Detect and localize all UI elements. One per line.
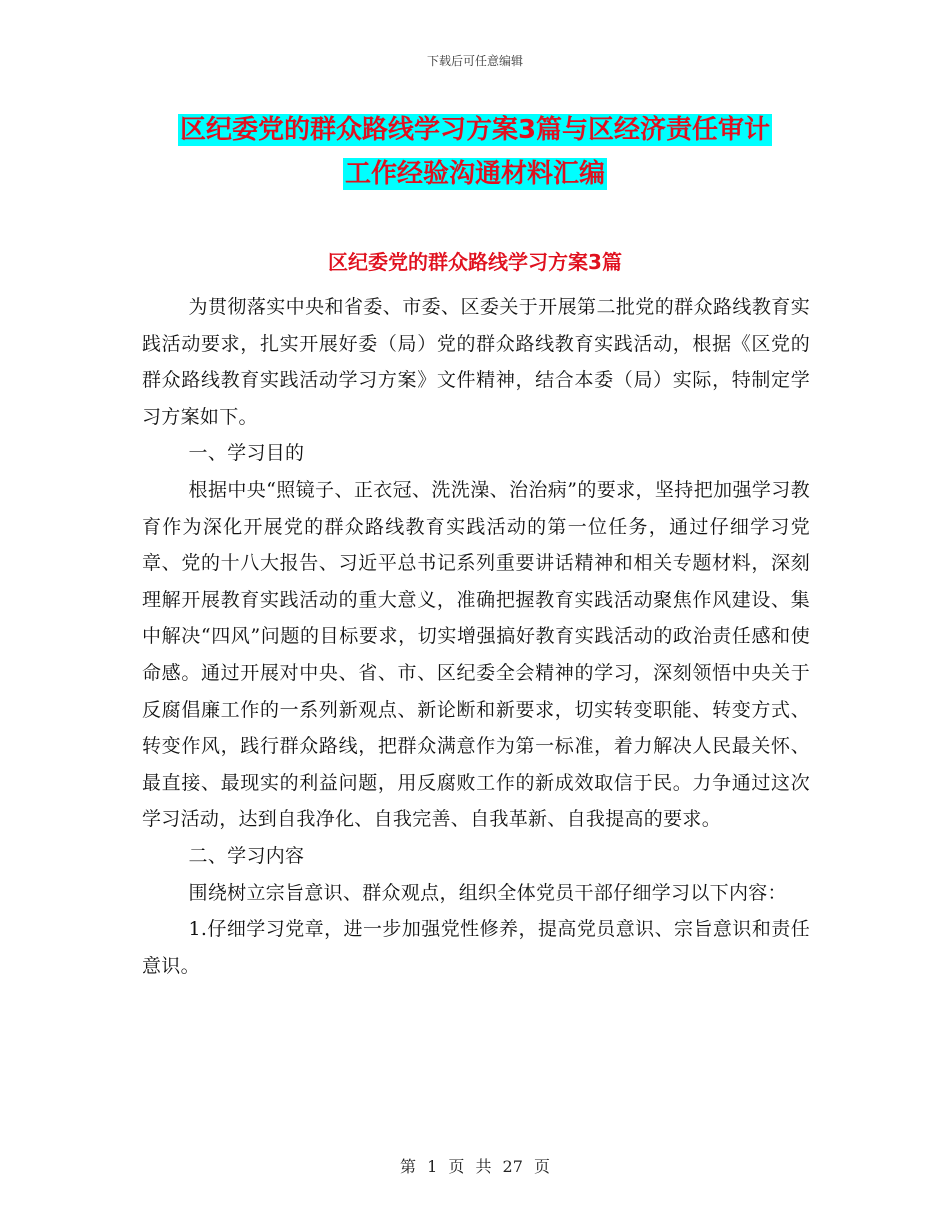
- paragraph-study-content-intro: 围绕树立宗旨意识、群众观点，组织全体党员干部仔细学习以下内容：: [188, 881, 787, 904]
- document-body: [142, 289, 810, 984]
- heading-study-content: 二、学习内容: [188, 844, 305, 867]
- document-title-line-2-text: 工作经验沟通材料汇编: [344, 159, 605, 189]
- paragraph-study-purpose: 根据中央“照镜子、正衣冠、洗洗澡、治治病”的要求，坚持把加强学习教育作为深化开展党的群众路线教育实践活动的第一位任务，通过仔细学习党章、党的十八大报告、习近平总书记系列重要讲话精神和相关专题材料，深刻理解开展教育实践活动的重大意义，准确把握教育实践活动聚焦作风建设、集中解决“四风”问题的目标要求，切实增强搞好教育实践活动的政治责任感和使命感。通过开展对中央、省、市、区纪委全会精神的学习，深刻领悟中央关于反腐倡廉工作的一系列新观点、新论断和新要求，切实转变职能、转变方式、转变作风，践行群众路线，把群众满意作为第一标准，着力解决人民最关怀、最直接、最现实的利益问题，用反腐败工作的新成效取信于民。力争通过这次学习活动，达到自我净化、自我完善、自我革新、自我提高的要求。: [142, 478, 810, 831]
- paragraph-study-item-1: 1.仔细学习党章，进一步加强党性修养，提高党员意识、宗旨意识和责任意识。: [142, 918, 810, 977]
- document-title-line-1-text: 区纪委党的群众路线学习方案3篇与区经济责任审计: [179, 115, 771, 145]
- document-title-line-1: [0, 114, 950, 146]
- section-heading: 区纪委党的群众路线学习方案3篇: [328, 250, 622, 274]
- page-header-note: 下载后可任意编辑: [426, 54, 523, 68]
- page-number: 第 1 页 共 27 页: [400, 1157, 550, 1176]
- document-title-line-2: [0, 158, 950, 190]
- paragraph-intro: 为贯彻落实中央和省委、市委、区委关于开展第二批党的群众路线教育实践活动要求，扎实开展好委（局）党的群众路线教育实践活动，根据《区党的群众路线教育实践活动学习方案》文件精神，结合本委（局）实际，特制定学习方案如下。: [142, 296, 810, 428]
- heading-study-purpose: 一、学习目的: [188, 442, 305, 465]
